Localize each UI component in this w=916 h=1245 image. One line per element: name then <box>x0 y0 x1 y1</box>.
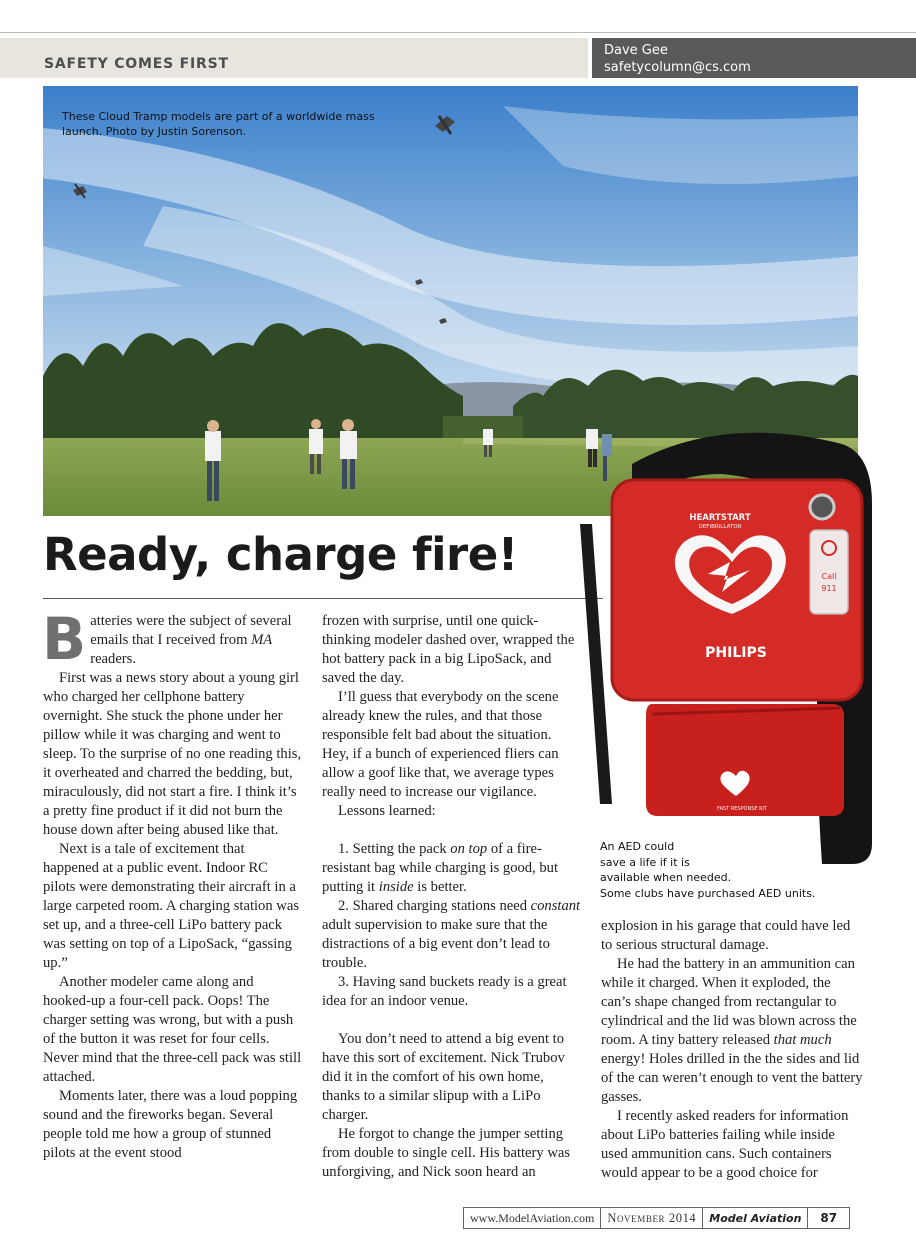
paragraph: Lessons learned: <box>338 803 436 819</box>
column-1 <box>42 605 303 1163</box>
footer-date: November 2014 <box>601 1208 703 1228</box>
paragraph: frozen with surprise, until one quick-thinking modeler dashed over, wrapped the hot battery pack in a big LipoSack, and saved the day. <box>322 613 575 686</box>
aed-call-number: 911 <box>821 584 837 593</box>
aed-brand-top: HEARTSTART <box>689 513 751 523</box>
author-info <box>604 42 751 76</box>
photo-caption: These Cloud Tramp models are part of a worldwide mass launch. Photo by Justin Sorenson. <box>62 110 375 138</box>
aed-device-image <box>572 424 890 874</box>
aed-call-label: Call <box>821 572 837 581</box>
aed-caption <box>600 839 815 901</box>
aed-caption-line: An AED could <box>600 840 675 853</box>
title-rule <box>43 598 603 599</box>
aed-caption-line: Some clubs have purchased AED units. <box>600 886 816 900</box>
aed-caption-line: available when needed. <box>600 871 732 885</box>
list-item: 2. Shared charging stations need constant adult supervision to make sure that the distractions of a big event don’t lead to trouble. <box>322 898 581 971</box>
paragraph: I recently asked readers for information about LiPo batteries failing while inside used ammunition cans. Such containers would appear to be a good choice for <box>601 1108 849 1181</box>
page-footer <box>463 1207 850 1229</box>
footer-magazine: Model Aviation <box>703 1208 808 1228</box>
paragraph: You don’t need to attend a big event to have this sort of excitement. Nick Trubov did it in the comfort of his own home, thanks to a similar slipup with a LiPo charger. <box>322 1031 565 1123</box>
aed-photo <box>572 424 890 874</box>
list-item: 3. Having sand buckets ready is a great idea for an indoor venue. <box>322 974 567 1009</box>
paragraph: explosion in his garage that could have led to serious structural damage. <box>601 918 851 953</box>
drop-cap: B <box>42 605 87 673</box>
top-rule <box>0 32 916 33</box>
paragraph: He had the battery in an ammunition can while it charged. When it exploded, the can’s shape changed from rectangular to cylindrical and the lid was blown across the room. A tiny battery released that much energy! Holes drilled in the the sides and lid of the can weren’t enough to vent the battery gasses. <box>601 956 863 1105</box>
paragraph: Another modeler came along and hooked-up a four-cell pack. Oops! The charger setting was wrong, but with a push of the button it was reset for four cells. Never mind that the three-cell pack was still attached. <box>43 974 302 1085</box>
aed-brand-sub: DEFIBRILLATOR <box>698 524 742 530</box>
paragraph: First was a news story about a young girl who charged her cellphone battery overnight. She stuck the phone under her pillow while it was charging and went to sleep. To the surprise of no one reading this, it overheated and charred the bedding, but, miraculously, did not start a fire. I think it’s a pretty fine product if it did not burn the house down after being abused like that. <box>43 670 302 838</box>
paragraph: I’ll guess that everybody on the scene already knew the rules, and that those responsible felt bad about the situation. Hey, if a bunch of experienced fliers can allow a goof like that, we average types really need to increase our vigilance. <box>322 689 559 800</box>
section-label: SAFETY COMES FIRST <box>44 56 229 72</box>
aed-brand: PHILIPS <box>705 645 767 661</box>
column-2 <box>322 612 582 1182</box>
footer-url[interactable]: www.ModelAviation.com <box>464 1208 601 1228</box>
paragraph: Moments later, there was a loud popping sound and the fireworks began. Several people told me how a group of stunned pilots at the event stood <box>43 1088 298 1161</box>
column-3 <box>601 917 863 1183</box>
author-name: Dave Gee <box>604 43 668 58</box>
author-email: safetycolumn@cs.com <box>604 60 751 75</box>
aed-caption-line: save a life if it is <box>600 855 690 869</box>
list-item: 1. Setting the pack on top of a fire-resistant bag while charging is good, but putting it inside is better. <box>322 841 559 895</box>
page-number: 87 <box>820 1211 838 1225</box>
aed-kit-label: FAST RESPONSE KIT <box>717 806 767 812</box>
article-title: Ready, charge fire! <box>43 528 518 581</box>
paragraph: He forgot to change the jumper setting from double to single cell. His battery was unforgiving, and Nick soon heard an <box>322 1126 571 1180</box>
paragraph: Batteries were the subject of several emails that I received from MA readers. <box>42 605 292 673</box>
paragraph: Next is a tale of excitement that happened at a public event. Indoor RC pilots were demonstrating their aircraft in a large carpeted room. A charging station was set up, and a three-cell LiPo battery pack was setting on top of a LipoSack, “gassing up.” <box>43 841 299 971</box>
